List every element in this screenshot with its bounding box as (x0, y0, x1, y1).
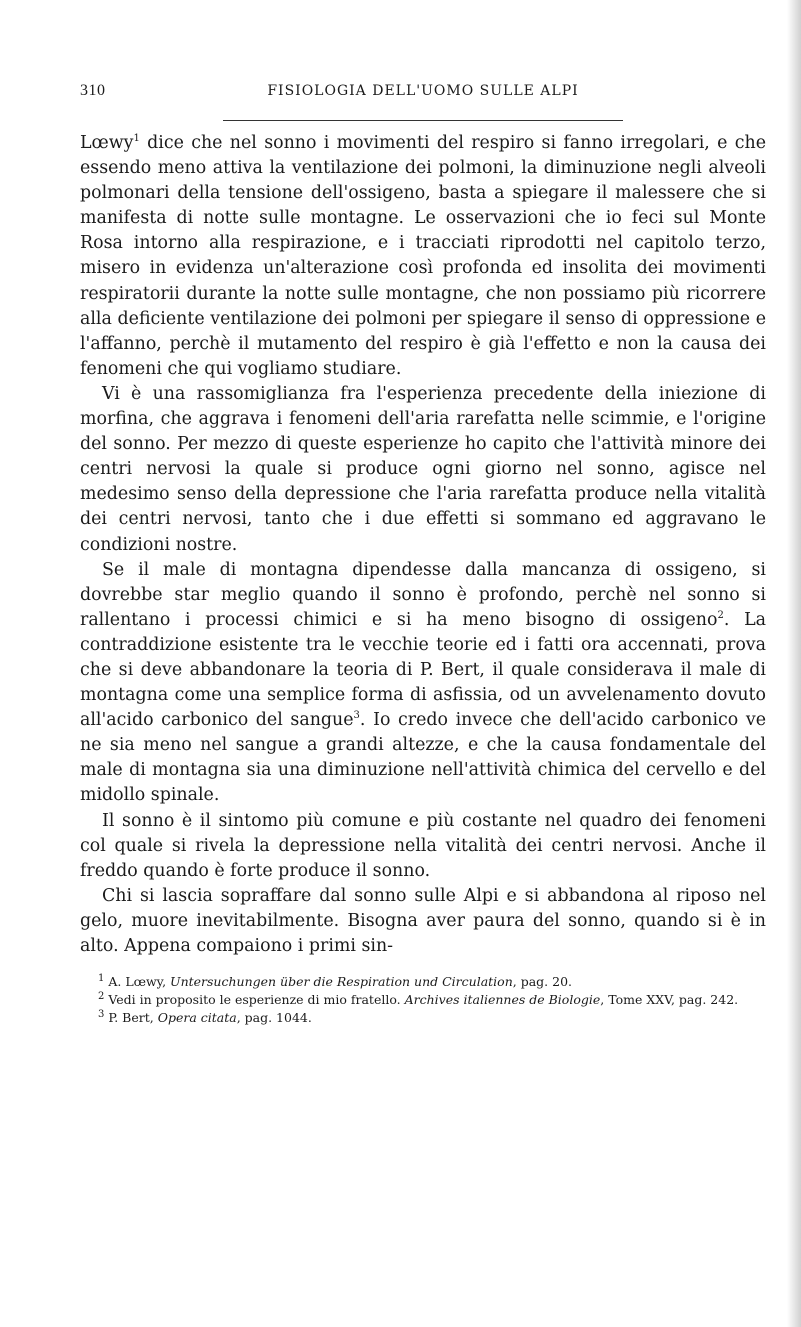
scan-edge-shadow (787, 0, 801, 1327)
header-rule (223, 120, 623, 121)
book-page (80, 82, 766, 1282)
paragraph-2: Vi è una rassomiglianza fra l'esperienza precedente della iniezione di morfina, che aggrava i fenomeni dell'aria rarefatta nelle scimmie, e l'origine del sonno. Per mezzo di queste esperienze ho capito che l'attività minore dei centri nervosi la quale si produce ogni giorno nel sonno, agisce nel medesimo senso della depressione che l'aria rarefatta produce nella vitalità dei centri nervosi, tanto che i due effetti si sommano ed aggravano le condizioni nostre. (80, 383, 766, 555)
footnote-ref-1: 1 (133, 133, 140, 145)
running-title: FISIOLOGIA DELL'UOMO SULLE ALPI (267, 83, 579, 99)
paragraph-3: Se il male di montagna dipendesse dalla mancanza di ossigeno, si dovrebbe star meglio quando il sonno è profondo, perchè nel sonno si rallentano i processi chimici e si ha meno bisogno di ossigeno$^2$. La contraddizione esistente tra le vecchie teorie ed i fatti ora accennati, prova che si deve abbandonare la teoria di P. Bert, il quale considerava il male di montagna come una semplice forma di asfissia, od un avvelenamento dovuto all'acido carbonico del sangue$^3$. Io credo invece che dell'acido carbonico ve ne sia meno nel sangue a grandi altezze, e che la causa fondamentale del male di montagna sia una diminuzione nell'attività chimica del cervello e del midollo spinale. (80, 559, 766, 806)
footnote-1: $^1$ A. Lœwy, Untersuchungen über die Respiration und Circulation, pag. 20. (98, 972, 572, 990)
paragraph-1: Lœwy$^1$ dice che nel sonno i movimenti del respiro si fanno irregolari, e che essendo meno attiva la ventilazione dei polmoni, la diminuzione negli alveoli polmonari della tensione dell'ossigeno, basta a spiegare il malessere che si manifesta di notte sulle montagne. Le osservazioni che io feci sul Monte Rosa intorno alla respirazione, e i tracciati riprodotti nel capitolo terzo, misero in evidenza un'alterazione così profonda ed insolita dei movimenti respiratorii durante la notte sulle montagne, che non possiamo più ricorrere alla deficiente ventilazione dei polmoni per spiegare il senso di oppressione e l'affanno, perchè il mutamento del respiro è già l'effetto e non la causa dei fenomeni che qui vogliamo studiare. (80, 133, 766, 379)
paragraph-4: Il sonno è il sintomo più comune e più costante nel quadro dei fenomeni col quale si rivela la depressione nella vitalità dei centri nervosi. Anche il freddo quando è forte produce il sonno. (80, 810, 766, 881)
page-number: 310 (80, 82, 106, 99)
page-header (80, 82, 766, 100)
body-text (80, 131, 766, 959)
paragraph-5: Chi si lascia sopraffare dal sonno sulle Alpi e si abbandona al riposo nel gelo, muore inevitabilmente. Bisogna aver paura del sonno, quando si è in alto. Appena compaiono i primi sin- (80, 885, 766, 956)
footnote-3: $^3$ P. Bert, Opera citata, pag. 1044. (98, 1008, 312, 1026)
footnote-ref-2: 2 (717, 609, 724, 621)
footnote-ref-3: 3 (353, 710, 360, 722)
footnotes (80, 973, 766, 1027)
footnote-2: $^2$ Vedi in proposito le esperienze di mio fratello. Archives italiennes de Biologie, Tome XXV, pag. 242. (98, 990, 739, 1008)
